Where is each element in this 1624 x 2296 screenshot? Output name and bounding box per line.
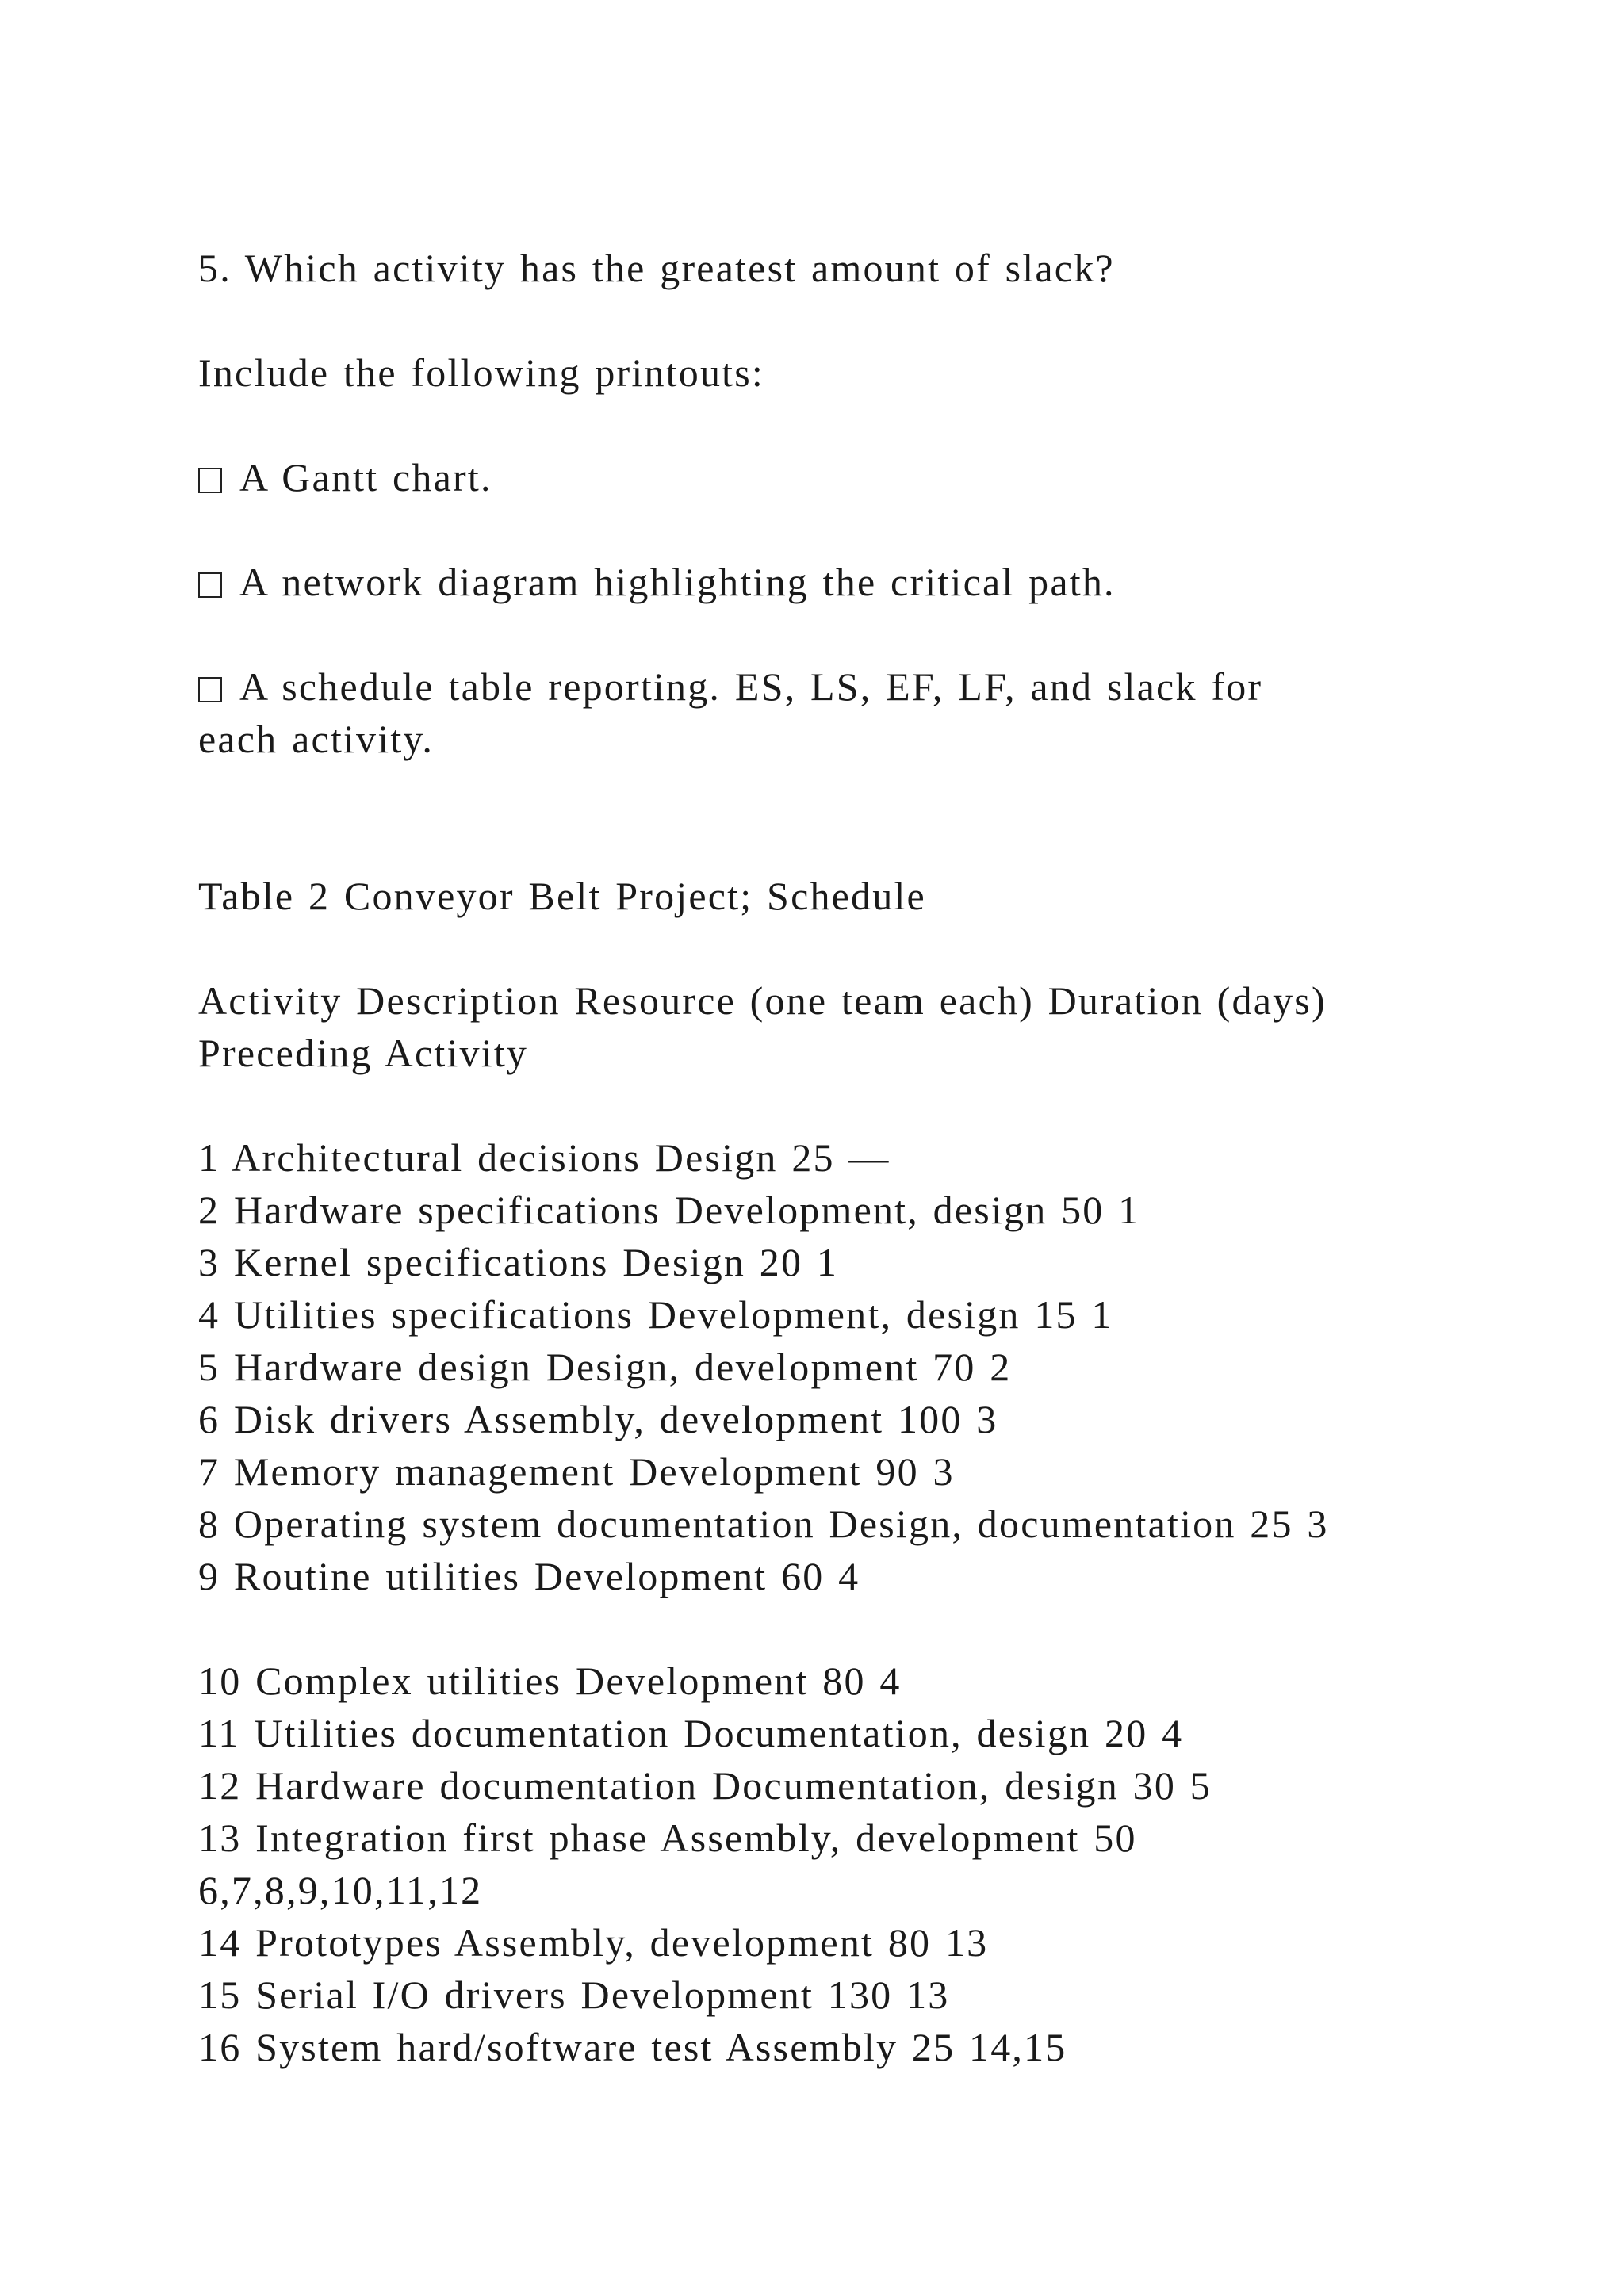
table-row: 3 Kernel specifications Design 20 1	[198, 1240, 839, 1284]
table-row: 2 Hardware specifications Development, design 50 1	[198, 1188, 1140, 1232]
table-row: 10 Complex utilities Development 80 4	[198, 1659, 902, 1703]
include-intro: Include the following printouts:	[198, 350, 765, 395]
question-text: 5. Which activity has the greatest amount of slack?	[198, 246, 1115, 290]
table-row: 6 Disk drivers Assembly, development 100 3	[198, 1397, 998, 1441]
document-page	[198, 242, 1546, 2073]
table-row: 16 System hard/software test Assembly 25 14,15	[198, 2025, 1067, 2069]
table-row: 4 Utilities specifications Development, design 15 1	[198, 1292, 1113, 1337]
missing-glyph-icon	[198, 677, 222, 702]
missing-glyph-icon	[198, 572, 222, 598]
table-row: 1 Architectural decisions Design 25 —	[198, 1135, 891, 1180]
printout-item-schedule-cont: each activity.	[198, 717, 435, 761]
table-header-line: Activity Description Resource (one team each) Duration (days)	[198, 978, 1327, 1023]
table-row: 13 Integration first phase Assembly, development 50	[198, 1816, 1137, 1860]
table-row: 8 Operating system documentation Design, documentation 25 3	[198, 1502, 1329, 1546]
table-row: 5 Hardware design Design, development 70 2	[198, 1345, 1012, 1389]
missing-glyph-icon	[198, 468, 222, 493]
table-row: 11 Utilities documentation Documentation, design 20 4	[198, 1711, 1184, 1755]
table-row: 14 Prototypes Assembly, development 80 13	[198, 1920, 989, 1965]
table-row: 9 Routine utilities Development 60 4	[198, 1554, 860, 1598]
table-header-line: Preceding Activity	[198, 1031, 529, 1075]
table-row: 12 Hardware documentation Documentation, design 30 5	[198, 1763, 1212, 1808]
table-row: 7 Memory management Development 90 3	[198, 1449, 955, 1494]
table-row: 15 Serial I/O drivers Development 130 13	[198, 1973, 950, 2017]
printout-item-schedule: A schedule table reporting. ES, LS, EF, LF, and slack for	[198, 660, 1546, 713]
table-title: Table 2 Conveyor Belt Project; Schedule	[198, 874, 926, 918]
table-row-continuation: 6,7,8,9,10,11,12	[198, 1868, 483, 1912]
printout-item-gantt: A Gantt chart.	[198, 451, 1546, 503]
printout-item-network: A network diagram highlighting the critical path.	[198, 556, 1546, 608]
